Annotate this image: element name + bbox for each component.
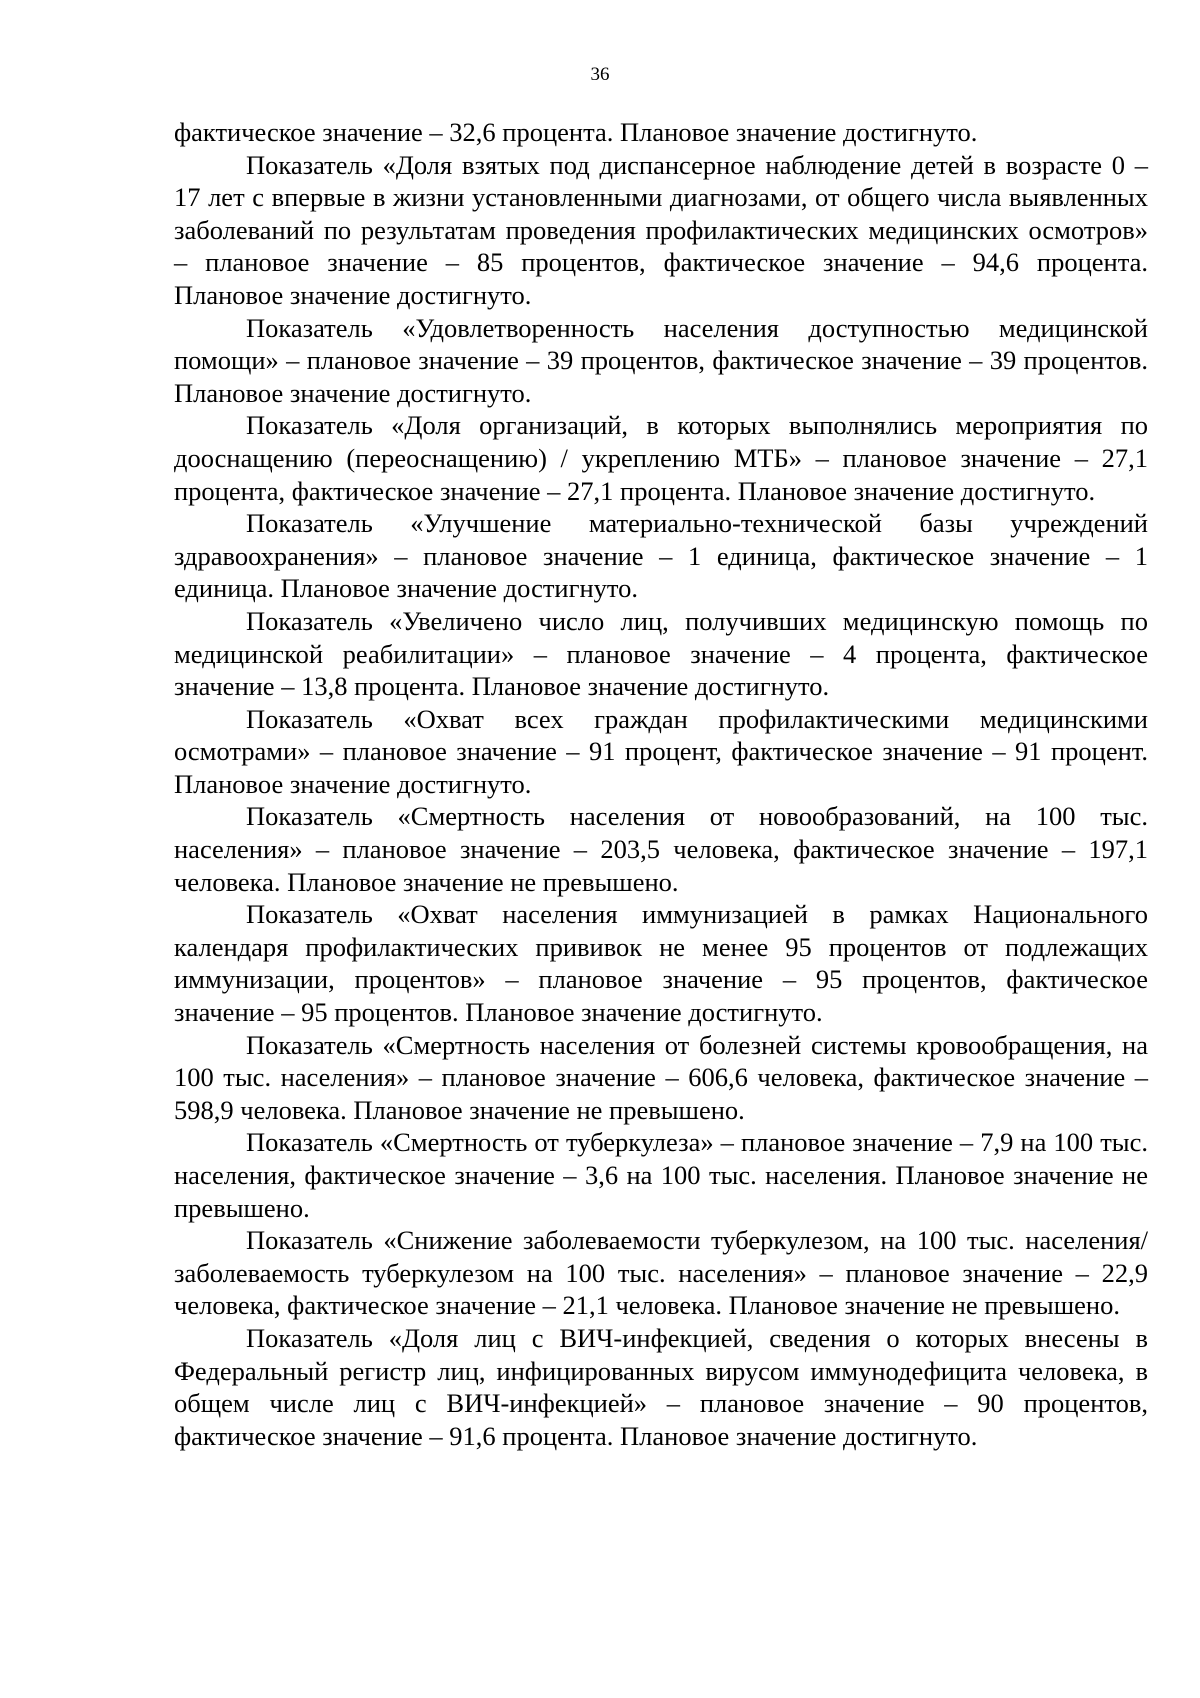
paragraph: Показатель «Охват всех граждан профилактическими медицинскими осмотрами» – плановое значение – 91 процент, фактическое значение – 91 процент. Плановое значение достигнуто. bbox=[174, 703, 1148, 799]
paragraph: Показатель «Улучшение материально-технической базы учреждений здравоохранения» – плановое значение – 1 единица, фактическое значение – 1 единица. Плановое значение достигнуто. bbox=[174, 508, 1148, 604]
paragraph: фактическое значение – 32,6 процента. Плановое значение достигнуто. bbox=[174, 117, 978, 147]
paragraph: Показатель «Доля организаций, в которых выполнялись мероприятия по дооснащению (переоснащению) / укреплению МТБ» – плановое значение – 27,1 процента, фактическое значение – 27,1 процента. Плановое значение достигнуто. bbox=[174, 410, 1148, 506]
paragraph: Показатель «Смертность населения от новообразований, на 100 тыс. населения» – плановое значение – 203,5 человека, фактическое значение – 197,1 человека. Плановое значение не превышено. bbox=[174, 801, 1148, 897]
paragraph: Показатель «Снижение заболеваемости туберкулезом, на 100 тыс. населения/ заболеваемость туберкулезом на 100 тыс. населения» – плановое значение – 22,9 человека, фактическое значение – 21,1 человека. Плановое значение не превышено. bbox=[174, 1225, 1148, 1321]
paragraph: Показатель «Доля взятых под диспансерное наблюдение детей в возрасте 0 – 17 лет с впервые в жизни установленными диагнозами, от общего числа выявленных заболеваний по результатам проведения профилактических медицинских осмотров» – плановое значение – 85 процентов, фактическое значение – 94,6 процента. Плановое значение достигнуто. bbox=[174, 149, 1148, 310]
paragraph: Показатель «Смертность от туберкулеза» – плановое значение – 7,9 на 100 тыс. населения, фактическое значение – 3,6 на 100 тыс. населения. Плановое значение не превышено. bbox=[174, 1127, 1148, 1223]
paragraph: Показатель «Удовлетворенность населения доступностью медицинской помощи» – плановое значение – 39 процентов, фактическое значение – 39 процентов. Плановое значение достигнуто. bbox=[174, 312, 1148, 408]
paragraph: Показатель «Охват населения иммунизацией в рамках Национального календаря профилактических прививок не менее 95 процентов от подлежащих иммунизации, процентов» – плановое значение – 95 процентов, фактическое значение – 95 процентов. Плановое значение достигнуто. bbox=[174, 899, 1148, 1028]
body-text bbox=[174, 116, 1148, 1452]
paragraph: Показатель «Доля лиц с ВИЧ-инфекцией, сведения о которых внесены в Федеральный регистр лиц, инфицированных вирусом иммунодефицита человека, в общем числе лиц с ВИЧ-инфекцией» – плановое значение – 90 процентов, фактическое значение – 91,6 процента. Плановое значение достигнуто. bbox=[174, 1322, 1148, 1451]
paragraph: Показатель «Смертность населения от болезней системы кровообращения, на 100 тыс. населения» – плановое значение – 606,6 человека, фактическое значение – 598,9 человека. Плановое значение не превышено. bbox=[174, 1029, 1148, 1125]
paragraph: Показатель «Увеличено число лиц, получивших медицинскую помощь по медицинской реабилитации» – плановое значение – 4 процента, фактическое значение – 13,8 процента. Плановое значение достигнуто. bbox=[174, 605, 1148, 702]
page-number: 36 bbox=[590, 64, 610, 85]
